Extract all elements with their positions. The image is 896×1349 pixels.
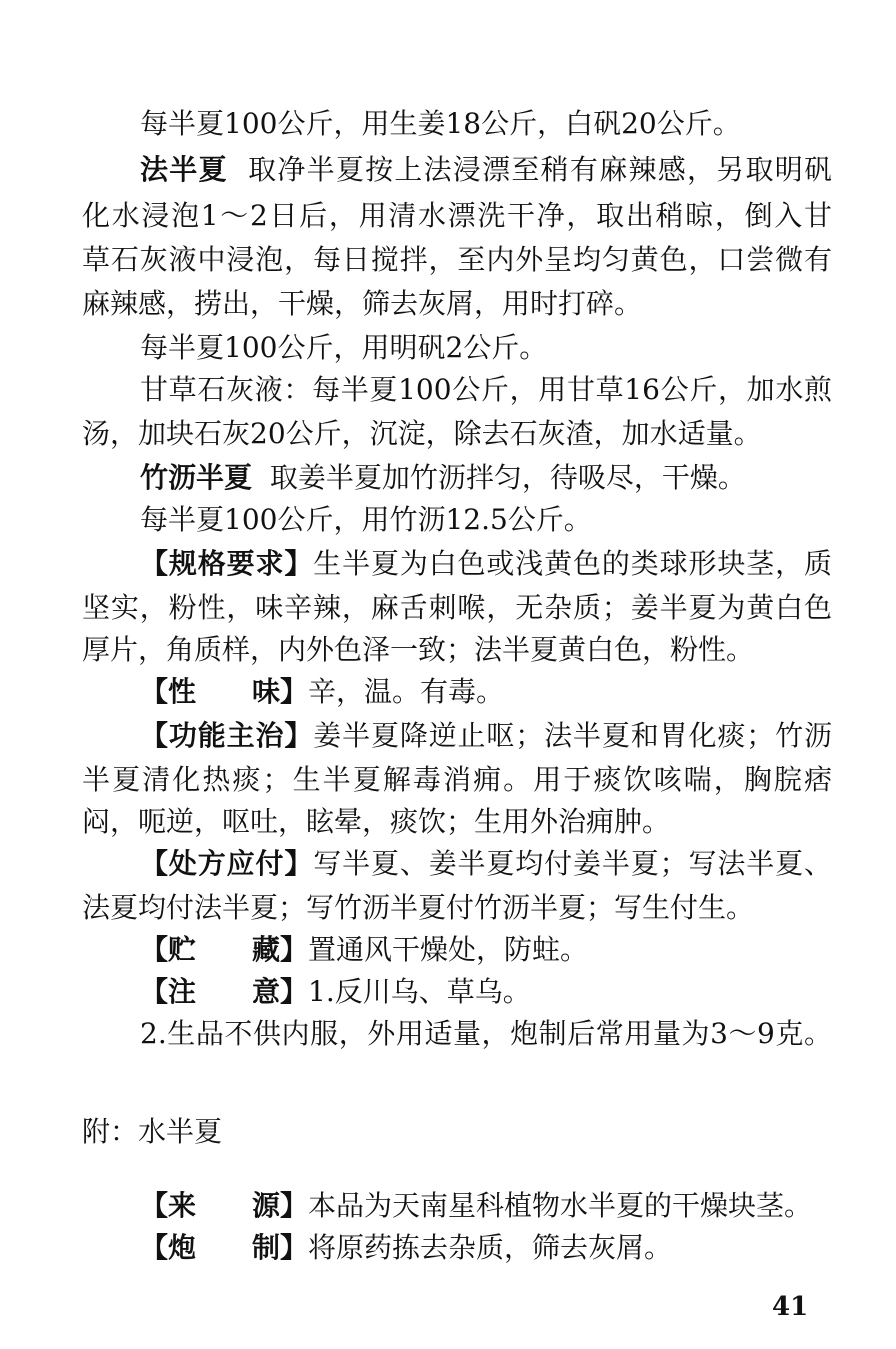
text-line: 闷，呃逆，呕吐，眩晕，痰饮；生用外治痈肿。: [82, 805, 671, 838]
text-line: [140, 1230, 832, 1266]
text-span: 取姜半夏加竹沥拌匀，待吸尽，干燥。: [269, 461, 746, 494]
text-line: [140, 106, 832, 142]
text-line: 麻辣感，捞出，干燥，筛去灰屑，用时打碎。: [82, 287, 643, 320]
tag-part: 【性: [140, 675, 197, 708]
section-tag: 【功能主治】: [140, 719, 314, 752]
tag-part: 制】: [252, 1231, 309, 1264]
text-line: 化水浸泡1～2日后，用清水漂洗干净，取出稍晾，倒入甘: [82, 199, 832, 232]
tag-part: 【来: [140, 1189, 197, 1222]
text-line: 厚片，角质样，内外色泽一致；法半夏黄白色，粉性。: [82, 633, 755, 666]
text-span: 置通风干燥处，防蛀。: [308, 933, 589, 966]
text-line: [140, 152, 832, 188]
text-line: [140, 460, 832, 496]
tag-part: 【炮: [140, 1231, 197, 1264]
text-line: [140, 932, 832, 968]
text-line: 法夏均付法半夏；写竹沥半夏付竹沥半夏；写生付生。: [82, 891, 755, 924]
text-line: 每半夏100公斤，用竹沥12.5公斤。: [140, 503, 592, 536]
text-line: 半夏清化热痰；生半夏解毒消痈。用于痰饮咳喘，胸脘痞: [82, 763, 832, 796]
text-span: 写半夏、姜半夏均付姜半夏；写法半夏、: [313, 847, 832, 880]
text-span: 姜半夏降逆止呕；法半夏和胃化痰；竹沥: [313, 719, 832, 752]
section-tag: 【规格要求】: [140, 547, 314, 580]
text-span: 辛，温。有毒。: [308, 675, 505, 708]
section-tag: [140, 975, 308, 1008]
text-line: 草石灰液中浸泡，每日搅拌，至内外呈均匀黄色，口尝微有: [82, 243, 832, 276]
text-span: 生半夏为白色或浅黄色的类球形块茎，质: [313, 547, 832, 580]
section-heading: 竹沥半夏: [140, 461, 253, 494]
page-number: 41: [772, 1292, 809, 1322]
tag-part: 味】: [252, 675, 309, 708]
tag-part: 源】: [252, 1189, 309, 1222]
section-tag: [140, 1231, 308, 1264]
text-span: 1.反川乌、草乌。: [308, 975, 531, 1008]
tag-part: 【贮: [140, 933, 197, 966]
text-line: [140, 1188, 832, 1224]
text-span: 本品为天南星科植物水半夏的干燥块茎。: [308, 1189, 813, 1222]
tag-part: 【注: [140, 975, 197, 1008]
text-span: 取净半夏按上法浸漂至稍有麻辣感，另取明矾: [248, 153, 832, 186]
text-line: 2.生品不供内服，外用适量，炮制后常用量为3～9克。: [140, 1017, 832, 1050]
text-line: 每半夏100公斤，用明矾2公斤。: [140, 331, 548, 364]
section-tag: [140, 1189, 308, 1222]
text-line: [140, 718, 832, 754]
text-line: [140, 546, 832, 582]
text-line: 甘草石灰液：每半夏100公斤，用甘草16公斤，加水煎: [140, 373, 832, 406]
text-line: [140, 846, 832, 882]
text-line: 坚实，粉性，味辛辣，麻舌刺喉，无杂质；姜半夏为黄白色: [82, 591, 832, 624]
section-tag: 【处方应付】: [140, 847, 314, 880]
section-tag: [140, 675, 308, 708]
tag-part: 意】: [252, 975, 309, 1008]
text-line: [140, 974, 832, 1010]
text-span: 将原药拣去杂质，筛去灰屑。: [308, 1231, 673, 1264]
text-line: 汤，加块石灰20公斤，沉淀，除去石灰渣，加水适量。: [82, 417, 762, 450]
text-span: 每半夏100公斤，用生姜18公斤，白矾20公斤。: [140, 107, 741, 140]
appendix-heading: 附：水半夏: [82, 1115, 223, 1148]
section-tag: [140, 933, 308, 966]
text-line: [140, 674, 832, 710]
tag-part: 藏】: [252, 933, 309, 966]
section-heading: 法半夏: [140, 153, 228, 186]
